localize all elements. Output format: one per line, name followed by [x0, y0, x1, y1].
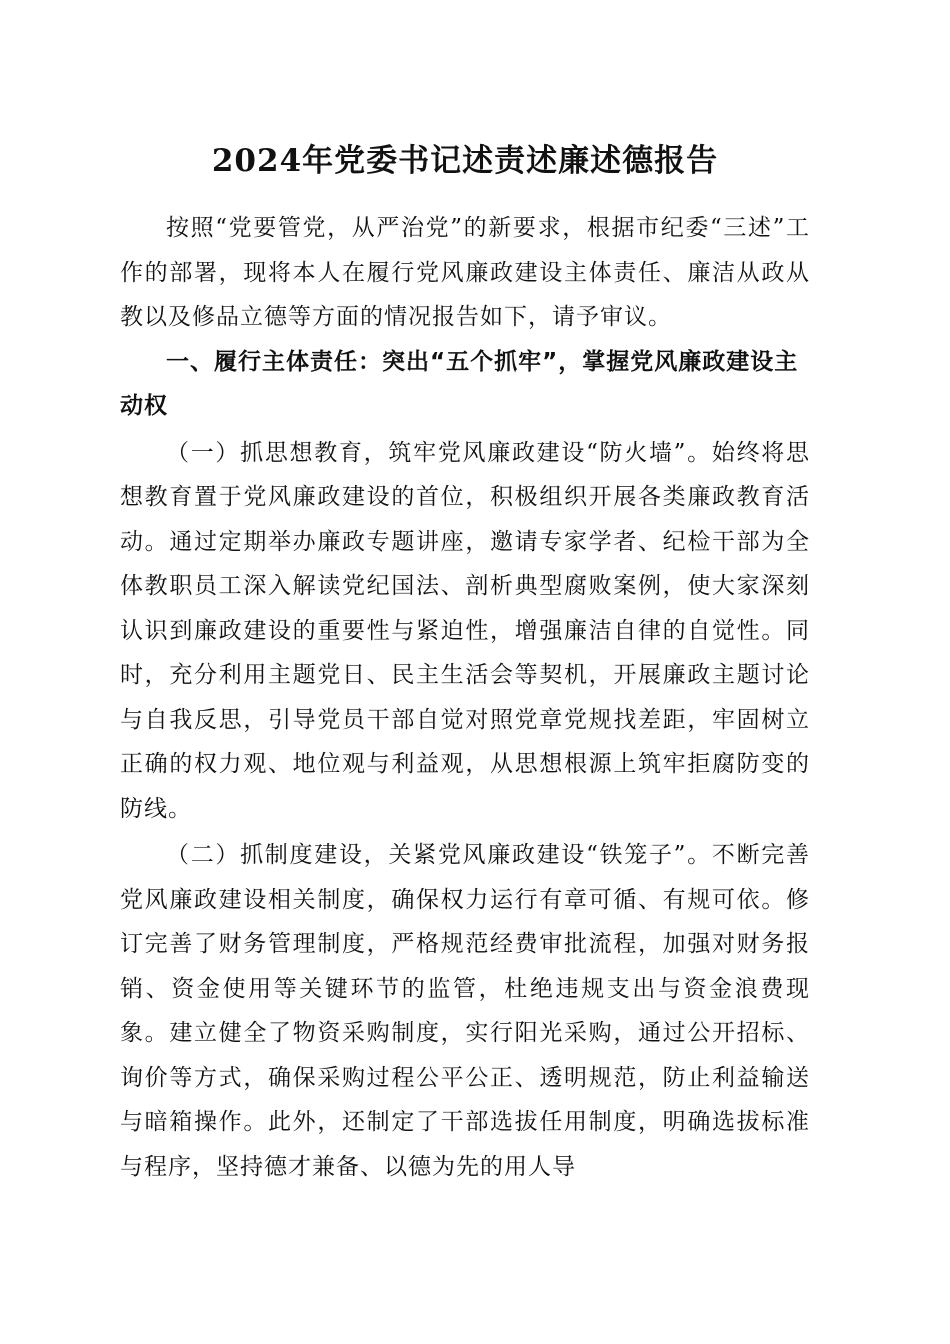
document-page — [120, 136, 810, 1189]
subsection-1-paragraph: （一）抓思想教育，筑牢党风廉政建设“防火墙”。始终将思想教育置于党风廉政建设的首位，积极组织开展各类廉政教育活动。通过定期举办廉政专题讲座，邀请专家学者、纪检干部为全体教职员工深入解读党纪国法、剖析典型腐败案例，使大家深刻认识到廉政建设的重要性与紧迫性，增强廉洁自律的自觉性。同时，充分利用主题党日、民主生活会等契机，开展廉政主题讨论与自我反思，引导党员干部自觉对照党章党规找差距，牢固树立正确的权力观、地位观与利益观，从思想根源上筑牢拒腐防变的防线。 — [120, 439, 810, 822]
intro-paragraph: 按照“党要管党，从严治党”的新要求，根据市纪委“三述”工作的部署，现将本人在履行党风廉政建设主体责任、廉洁从政从教以及修品立德等方面的情况报告如下，请予审议。 — [120, 215, 810, 330]
section-1-heading: 一、履行主体责任：突出“五个抓牢”，掌握党风廉政建设主动权 — [120, 348, 799, 419]
subsection-2-paragraph: （二）抓制度建设，关紧党风廉政建设“铁笼子”。不断完善党风廉政建设相关制度，确保权力运行有章可循、有规可依。修订完善了财务管理制度，严格规范经费审批流程，加强对财务报销、资金使用等关键环节的监管，杜绝违规支出与资金浪费现象。建立健全了物资采购制度，实行阳光采购，通过公开招标、询价等方式，确保采购过程公平公正、透明规范，防止利益输送与暗箱操作。此外，还制定了干部选拔任用制度，明确选拔标准与程序，坚持德才兼备、以德为先的用人导 — [120, 842, 810, 1180]
document-title: 2024年党委书记述责述廉述德报告 — [211, 143, 719, 179]
